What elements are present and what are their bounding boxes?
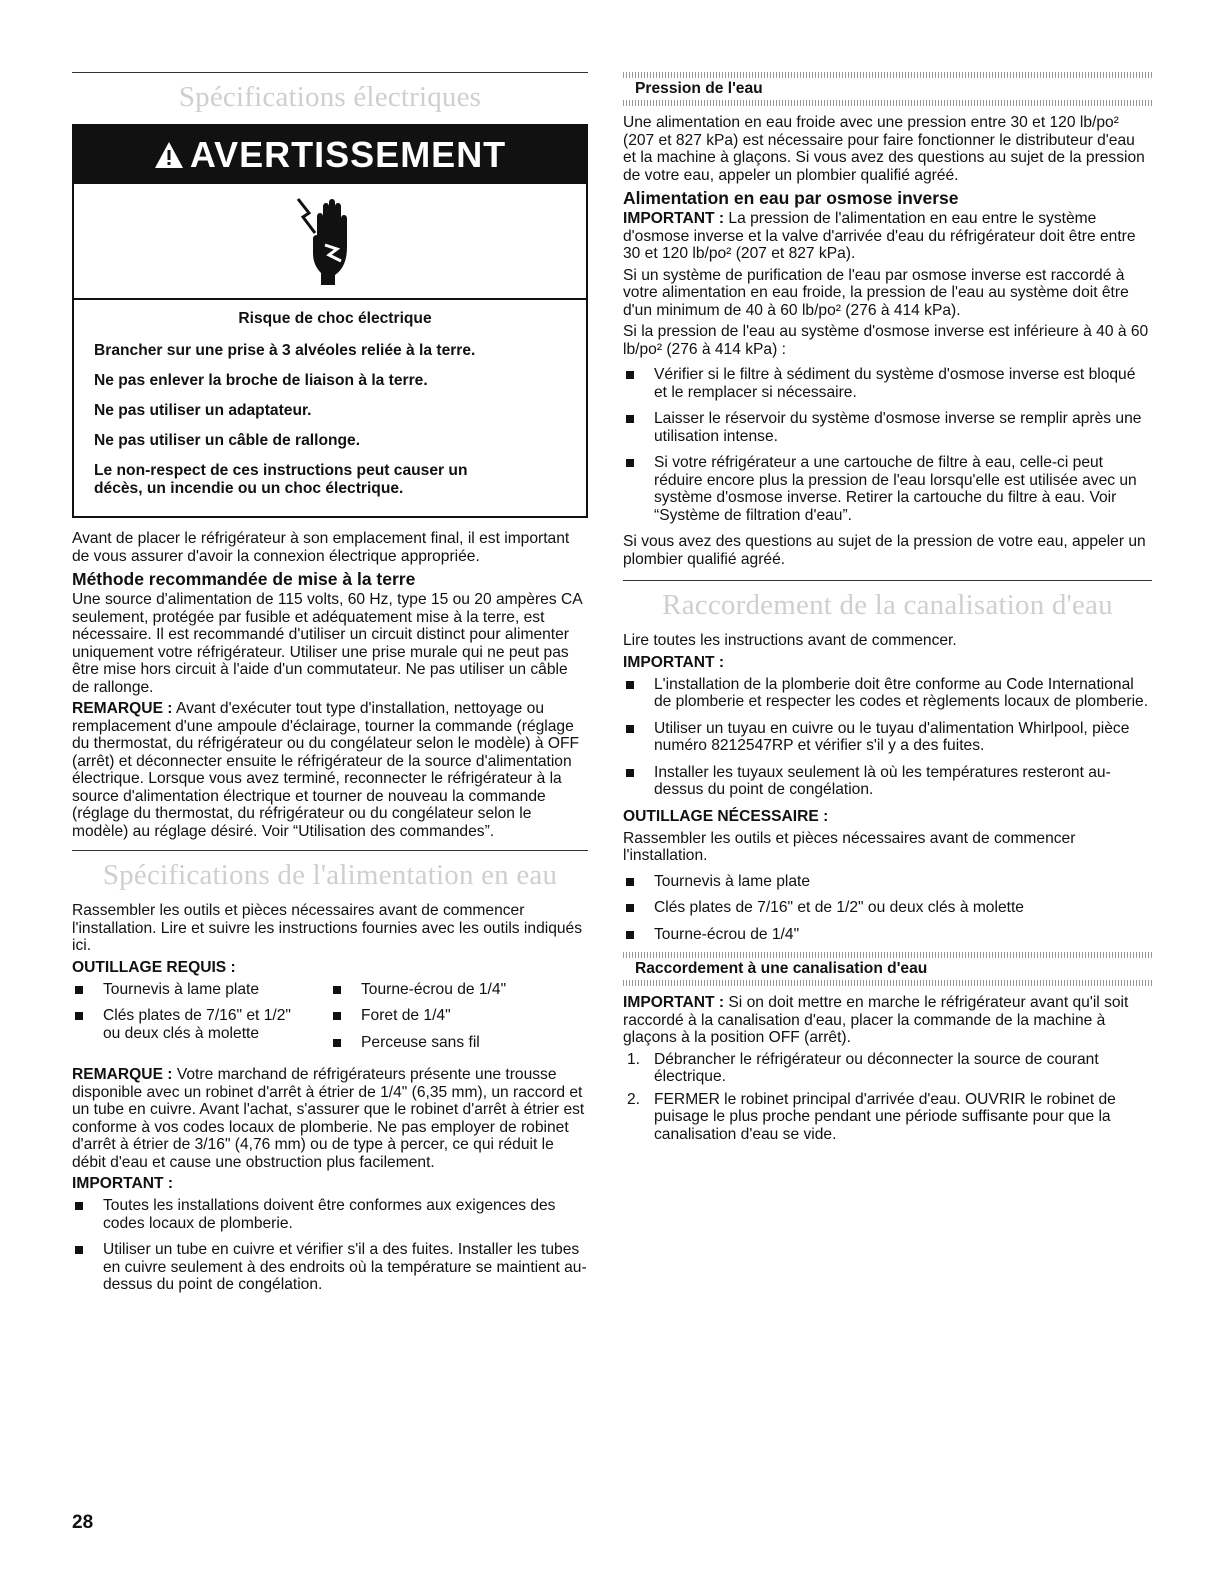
connect-intro: Lire toutes les instructions avant de commencer. xyxy=(623,632,957,649)
sub-important: IMPORTANT : Si on doit mettre en marche le réfrigérateur avant qu'il soit raccordé à la canalisation d'eau, placer la commande de la machine à glaçons à la position OFF (arrêt). xyxy=(623,994,1129,1046)
list-item: Installer les tuyaux seulement là où les températures resteront au-dessus du point de congélation. xyxy=(623,764,1152,799)
pressure-text: Une alimentation en eau froide avec une pression entre 30 et 120 lb/po² (207 et 827 kPa) est nécessaire pour faire fonctionner le distributeur d'eau et la machine à glaçons. Si vous avez des questions au sujet de la pression de votre eau, appeler un plombier qualifié agréé. xyxy=(623,114,1145,184)
tools-required-label: OUTILLAGE REQUIS : xyxy=(72,958,236,976)
list-item: Tourne-écrou de 1/4" xyxy=(330,981,588,999)
important-list xyxy=(72,1197,588,1294)
tools-list xyxy=(72,981,588,1067)
list-item: Tournevis à lame plate xyxy=(72,981,330,999)
left-column xyxy=(72,72,588,1303)
list-item: Utiliser un tube en cuivre et vérifier s'il a des fuites. Installer les tubes en cuivre seulement à des endroits où la température se maintient au-dessus du point de congélation. xyxy=(72,1241,588,1294)
list-item: Utiliser un tuyau en cuivre ou le tuyau d'alimentation Whirlpool, pièce numéro 8212547RP et vérifier s'il y a des fuites. xyxy=(623,720,1152,755)
important-label: IMPORTANT : xyxy=(72,1175,174,1192)
ro-paragraph: Si la pression de l'eau au système d'osmose inverse est inférieure à 40 à 60 lb/po² (276 à 414 kPa) : xyxy=(623,323,1149,358)
steps-list xyxy=(623,1051,1152,1144)
subsection-heading: Raccordement à une canalisation d'eau xyxy=(635,960,928,977)
section-rule xyxy=(623,580,1152,581)
electrical-intro: Avant de placer le réfrigérateur à son emplacement final, il est important de vous assurer d'avoir la connexion électrique appropriée. xyxy=(72,530,570,565)
remark-paragraph xyxy=(72,700,588,840)
pressure-heading: Pression de l'eau xyxy=(635,80,763,97)
tools-intro: Rassembler les outils et pièces nécessaires avant de commencer l'installation. xyxy=(623,829,1076,864)
section-rule xyxy=(72,850,588,851)
grounding-text: Une source d'alimentation de 115 volts, 60 Hz, type 15 ou 20 ampères CA seulement, protégée par fusible et adéquatement mise à la terre, est nécessaire. Il est recommandé d'utiliser un circuit distinct pour alimenter uniquement votre réfrigérateur. Utiliser une prise murale qui ne peut pas être mise hors circuit à l'aide d'un commutateur. Ne pas utiliser un câble de rallonge. xyxy=(72,591,582,696)
list-item: Clés plates de 7/16" et de 1/2" ou deux clés à molette xyxy=(623,899,1152,917)
step-number: 2. xyxy=(627,1090,641,1108)
warning-line: Ne pas enlever la broche de liaison à la terre. xyxy=(94,372,428,389)
important-label: IMPORTANT : xyxy=(623,994,725,1011)
remark-label: REMARQUE : xyxy=(72,1066,173,1083)
warning-title: AVERTISSEMENT xyxy=(189,134,507,175)
warning-line: Ne pas utiliser un câble de rallonge. xyxy=(94,432,361,449)
list-item: Foret de 1/4" xyxy=(330,1007,588,1025)
warning-triangle-icon xyxy=(154,141,184,169)
remark-label: REMARQUE : xyxy=(72,700,173,717)
warning-line: Brancher sur une prise à 3 alvéoles reliée à la terre. xyxy=(94,342,476,359)
list-item: Clés plates de 7/16" et 1/2" ou deux clés à molette xyxy=(72,1007,330,1042)
ro-list xyxy=(623,366,1152,524)
right-column xyxy=(623,72,1152,1149)
step-number: 1. xyxy=(627,1050,641,1068)
important-label: IMPORTANT : xyxy=(623,210,725,227)
water-intro: Rassembler les outils et pièces nécessaires avant de commencer l'installation. Lire et suivre les instructions fournies avec les outils indiqués ici. xyxy=(72,902,583,954)
section-rule xyxy=(72,72,588,73)
electric-shock-hand-icon xyxy=(295,195,365,287)
warning-header xyxy=(74,126,586,184)
list-item: Si votre réfrigérateur a une cartouche de filtre à eau, celle-ci peut réduire encore plus la pression de l'eau lorsqu'elle est utilisée avec un système d'osmose inverse. Retirer la cartouche du filtre à eau. Voir “Système de filtration d'eau”. xyxy=(623,454,1152,524)
list-item: Tournevis à lame plate xyxy=(623,873,1152,891)
remark-text: Avant d'exécuter tout type d'installation, nettoyage ou remplacement d'une ampoule d'éclairage, tourner la commande (réglage du thermostat, du réfrigérateur ou du congélateur selon le modèle) à OFF (arrêt) et déconnecter ensuite le réfrigérateur de la source d'alimentation électrique. Lorsque vous avez terminé, reconnecter le réfrigérateur à la source d'alimentation électrique et tourner de nouveau la commande (réglage du thermostat, du réfrigérateur ou du congélateur selon le modèle) au réglage désiré. Voir “Utilisation des commandes”. xyxy=(72,700,580,840)
remark-text: Votre marchand de réfrigérateurs présente une trousse disponible avec un robinet d'arrêt à étrier de 1/4" (6,35 mm), un raccord et un tube en cuivre. Avant l'achat, s'assurer que le robinet d'arrêt à étrier est conforme à vos codes locaux de plomberie. Ne pas employer de robinet d'arrêt à étrier de 3/16" (4,76 mm) ou de type à percer, ce qui réduit le débit d'eau et cause une obstruction plus facilement. xyxy=(72,1066,585,1171)
ro-paragraph: Si un système de purification de l'eau par osmose inverse est raccordé à votre alimentation en eau froide, la pression de l'eau au système doit être d'un minimum de 40 à 60 lb/po² (276 à 414 kPa). xyxy=(623,266,1129,319)
warning-consequence: Le non-respect de ces instructions peut causer un décès, un incendie ou un choc électrique. xyxy=(94,462,468,497)
step-item: 1. Débrancher le réfrigérateur ou déconnecter la source de courant électrique. xyxy=(627,1050,1099,1085)
subsection-bottom-border xyxy=(623,100,1152,106)
warning-line: Ne pas utiliser un adaptateur. xyxy=(94,402,312,419)
section-title-connection: Raccordement de la canalisation d'eau xyxy=(662,589,1113,621)
warning-risk: Risque de choc électrique xyxy=(238,310,432,327)
list-item: Toutes les installations doivent être conformes aux exigences des codes locaux de plomberie. xyxy=(72,1197,588,1232)
important-label: IMPORTANT : xyxy=(623,653,725,671)
tools-list xyxy=(623,873,1152,944)
page-number: 28 xyxy=(72,1512,94,1533)
ro-important: IMPORTANT : La pression de l'alimentation en eau entre le système d'osmose inverse et la valve d'arrivée d'eau du réfrigérateur doit être entre 30 et 120 lb/po² (207 et 827 kPa). xyxy=(623,210,1136,262)
list-item: Perceuse sans fil xyxy=(330,1034,588,1052)
ro-heading: Alimentation en eau par osmose inverse xyxy=(623,188,959,208)
subsection-bottom-border xyxy=(623,980,1152,986)
warning-box xyxy=(72,124,588,518)
remark2-paragraph xyxy=(72,1066,588,1171)
list-item: L'installation de la plomberie doit être conforme au Code International de plomberie et respecter les codes et règlements locaux de plomberie. xyxy=(623,676,1152,711)
list-item: Tourne-écrou de 1/4" xyxy=(623,926,1152,944)
grounding-heading: Méthode recommandée de mise à la terre xyxy=(72,569,416,589)
list-item: Laisser le réservoir du système d'osmose inverse se remplir après une utilisation intense. xyxy=(623,410,1152,445)
list-item: Vérifier si le filtre à sédiment du système d'osmose inverse est bloqué et le remplacer si nécessaire. xyxy=(623,366,1152,401)
connect-list xyxy=(623,676,1152,799)
section-title-electrical: Spécifications électriques xyxy=(178,81,482,113)
ro-paragraph: Si vous avez des questions au sujet de la pression de votre eau, appeler un plombier qualifié agréé. xyxy=(623,533,1146,568)
tools-needed-label: OUTILLAGE NÉCESSAIRE : xyxy=(623,807,829,825)
section-title-water: Spécifications de l'alimentation en eau xyxy=(102,859,558,891)
step-item: 2. FERMER le robinet principal d'arrivée d'eau. OUVRIR le robinet de puisage le plus proche pendant une période suffisante pour que la canalisation d'eau se vide. xyxy=(627,1090,1116,1143)
